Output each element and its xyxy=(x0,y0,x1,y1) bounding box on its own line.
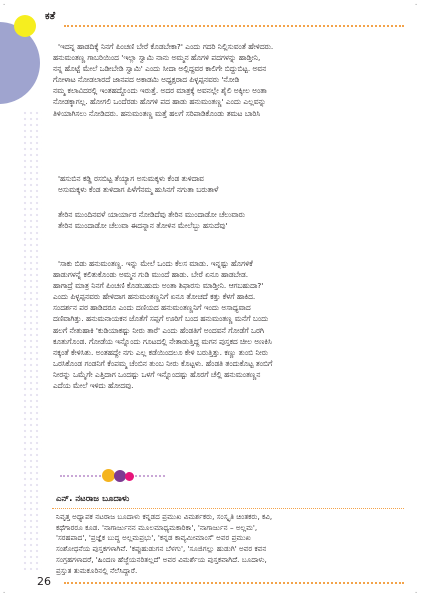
song-stanza-1 xyxy=(58,173,378,195)
text-line: ಸಂದರ್ಶನ ಪರ ಹಾಡಿದರೂ ಎಂದು ದಣಿಯದ ಹನುಮಂತಣ್ಣನಿಗೆ ಇಂದು ಅಸಾಧ್ಯವಾದ xyxy=(53,303,251,313)
text-line: ಹಾಗಾದ್ರೆ ಮಾತ್ರ ನಿನಗೆ ಪಿಂಚಣಿ ಕೊಡಬಹುದು ಅಂತಾ ಶಿಫಾರಸು ಮಾಡ್ತೀನಿ. ಆಗಬಹುದಾ?' xyxy=(53,281,264,291)
section-title: ಕತೆ xyxy=(45,11,56,22)
page-number: 26 xyxy=(37,575,51,588)
text-line: ಹನುಮಂತಣ್ಣ ಗಾಬರಿಯಿಂದ 'ಇಲ್ಲಾ ಸ್ವಾಮಿ ನಾನು ಅಮ್ಮನ ಹೊಗಳಿ ಪದಗಳನ್ನು ಹಾಡ್ತೀನಿ, xyxy=(53,53,261,63)
bio-line: ಕಥೆಗಾರರೂ ಕೂಡ. 'ನಾಗಾರ್ಜುನನ ಮೂಲಮಾಧ್ಯಮಕಾರಿಕಾ', 'ನಾಗಾರ್ಜುನ – ಅಲ್ಲಮ', xyxy=(56,522,258,532)
text-line: ದಣಿವಾಗಿತ್ತು. ಹನುಮನಾಯಕನ ಜೊತೆಗೆ ಸಪ್ಪಗೆ ಊರಿಗೆ ಬಂದ ಹನುಮಂತಣ್ಣ ಮನೆಗೆ ಬಂದು xyxy=(53,314,269,324)
song-line: 'ಹಸುಬಿನ ಕಡ್ಡಿ ರಸಬಿಟ್ಟ ತೆಯ್ಯಾಗ ಅಸುಮಕ್ಕಳು ಕೆಂಡ ತುಳಿದಾವ xyxy=(58,174,204,183)
text-line: ನಮ್ಮ ಕಲಾವಿದರಲ್ಲಿ ಇಂತಹದ್ದೊಂದು ಇರುತ್ತೆ. ಅದರ ಮಾತ್ರಕ್ಕೆ ಅವನಲ್ಲೇ ಶೈಲಿ ಅಕ್ಕೀಲ ಅಂತಾ xyxy=(53,86,267,96)
story-paragraph-1 xyxy=(53,41,396,119)
song-stanza-2 xyxy=(58,209,378,231)
text-line: ಹಾಡುಗಳನ್ನೆ ಕಲಿತುಕೊಂಡು ಅಮ್ಮನ ಗುಡಿ ಮುಂದೆ ಹಾಡು. ಬೇರೆ ಏನೂ ಹಾಡಬೇಡ. xyxy=(53,270,249,280)
header-dotted-rule xyxy=(64,25,404,27)
text-line: ಎಂದು ಪಿಳ್ಳಪ್ಪನವರು ಹೇಳಿದಾಗ ಹನುಮಂತಣ್ಣನಿಗೆ ಏನೂ ತೋಚದೆ ಕತ್ತು ಕೆಳಗೆ ಹಾಕಿದ. xyxy=(53,292,256,302)
bio-line: ಸಂಶೋಧನೆಯ ಪುಸ್ತಕಗಳಾಗಿವೆ. 'ಕಪ್ಪುಹುಡುಗನ ಬೆಳಗು', 'ಸೂಜಿಗಲ್ಲು ಹುಡುಗಿ' ಅವರ ಕವನ xyxy=(56,544,267,554)
text-line: ಎದೆಯ ಮೇಲೆ ಇಳಿದು ಹೋದವು. xyxy=(53,381,134,391)
author-dotted-rule xyxy=(52,508,404,509)
text-line: ಹಲಗೆ ನೇತುಹಾಕಿ 'ಕುಡಿಯಾಕಷ್ಟು ನೀರು ತಾರೆ' ಎಂದು ಹೆಂಡತಿಗೆ ಅಂದವನೆ ಗೋಡೆಗೆ ಒರಗಿ xyxy=(53,325,264,335)
song-line: ತೇರಿನ ಮುಂದಿನವಳೆ ಯಾರ್ಯಾರ ನೋಡಿದೆವು ತೇರಿನ ಮುಂದಾಡೋ ಚೆಲುವಾರು xyxy=(58,210,245,219)
text-line: ನೋಡಕ್ಕಾಗಲ್ಲ. ಹೋಗಲಿ ಒಂದೆರಡು ಹೊಗಳಿ ಪದ ಹಾಡು ಹನುಮಂತಣ್ಣ' ಎಂದು ಎಲ್ಲವನ್ನು xyxy=(53,97,266,107)
song-line: ಅಸುಮಕ್ಕಳು ಕೆಂಡ ತುಳಿದಾಗ ಪಿಳೆಗೆನಮ್ಮ ಹುಸಿನಗೆ ನಗುತಾ ಬರುತಾಳೆ xyxy=(58,185,219,195)
text-line: ಒರಸಿಕೊಂಡ ಗಂಡನಿಗೆ ಕೆಂಪಮ್ಮ ಚೆಂಬಿನ ತುಂಬ ನೀರು ಕೊಟ್ಟಳು. ಹೆಂಡತಿ ತಂದುಕೊಟ್ಟ ತಂಬಿಗೆ xyxy=(53,358,273,368)
story-paragraph-2 xyxy=(53,258,396,391)
bio-line: ನಿವೃತ್ತ ಅಧ್ಯಾಪಕ ನಟರಾಜ ಬೂದಾಳು ಕನ್ನಡದ ಪ್ರಮುಖ ವಿಮರ್ಶಕರು, ಸಂಸ್ಕೃತಿ ಚಿಂತಕರು, ಕವಿ, xyxy=(56,512,273,521)
text-line: ನಕ್ಕಂತೆ ಕೇಳಿಸಿತು. ಅಂತಹದ್ದೇ ನಗು ಎಲ್ಲ ಕಡೆಯಿಂದಲೂ ಕೇಳಿ ಬರುತ್ತಿತ್ತು. ಕಣ್ಣು ತುಂಬಿ ನೀರು xyxy=(53,347,268,357)
crop-mark-top-right: · xyxy=(414,1,419,9)
footer-dotted-rule xyxy=(64,582,404,584)
text-line: 'ಇದನ್ನ ಹಾಡದಿಕ್ಕೆ ನಿನಗೆ ಪಿಂಚಣಿ ಬೇರೆ ಕೊಡಬೇಕಾ?' ಎಂದು ಗದರಿ ನಿಲ್ಲಿಸುವಂತೆ ಹೇಳಿದರು. xyxy=(58,42,274,51)
bio-line: ಸಂಗ್ರಹಗಳಾದರೆ, 'ಹಿಂದಣ ಹೆಜ್ಜೆಯನರಿತಲ್ಲದೆ' ಅವರ ವಿಮರ್ಶೆಯ ಪುಸ್ತಕವಾಗಿದೆ. ಬೂದಾಳು, xyxy=(56,554,267,564)
author-name-heading: ಎನ್. ನಟರಾಜ ಬೂದಾಳು xyxy=(56,494,130,504)
text-line: ಕೂತುಗೊಂಡ. ಗೋಡೆಯ ಇನ್ನೊಂದು ಗೂಟದಲ್ಲಿ ನೇತಾಡುತ್ತಿದ್ದ ಮಗನ ಪುಸ್ತಕದ ಚೀಲ ಅಣಕಿಸಿ xyxy=(53,336,272,346)
crop-mark-bottom-right: · xyxy=(414,589,419,597)
song-line: ತೇರಿನ ಮುಂದಾಡೋ ಚೆಲುವಾ ಈದನ್ನಾನ ತೋಳಿನ ಮೇಲೆಬ್ಬು ಹಸುದೆವು' xyxy=(58,221,228,231)
crop-mark-top-left: · xyxy=(2,1,7,9)
text-line: ತಿಳಿಯಾಗಿಸಲು ನೋಡಿದರು. ಹನುಮಂತಣ್ಣ ಮತ್ತೆ ಹಲಗೆ ಸರಿಪಾಡಿಕೊಂಡು ತಮಟ ಬಾರಿಸಿ xyxy=(53,108,261,118)
text-line: ಗೋಳಾಟ ನೋಡಲಾರದೆ ಜಾನಪದ ಅಕಾಡಮಿ ಅಧ್ಯಕ್ಷರಾದ ಪಿಳ್ಳಪ್ಪನವರು 'ನೋಡಿ xyxy=(53,75,240,85)
author-bio-text xyxy=(56,512,399,576)
decorative-yellow-circle xyxy=(14,15,36,37)
crop-mark-bottom-left: · xyxy=(2,589,7,597)
decorative-dot-pattern xyxy=(22,110,42,570)
bio-line: 'ಸರಹಪಾದ', 'ಪ್ರಜ್ಞೆಕ ಬುದ್ಧ ಅಲ್ಲಮಪ್ರಭು', 'ಕನ್ನಡ ಕಾವ್ಯಮೀಮಾಂಸೆ' ಅವರ ಪ್ರಮುಖ xyxy=(56,533,251,543)
text-line: ನೀರನ್ನು ಒಮ್ಮೆಗೇ ಎತ್ತಿದಾಗ ಒಂದಷ್ಟು ಒಳಗೆ ಇನ್ನೊಂದಷ್ಟು ಹೊರಗೆ ಚೆಲ್ಲಿ ಹನುಮಂತಣ್ಣನ xyxy=(53,369,261,379)
separator-pink-dot xyxy=(125,472,134,481)
text-line: ನನ್ನ ಹೊಟ್ಟೆ ಮೇಲೆ ಒಡೀಬೇಡಿ ಸ್ವಾಮಿ' ಎಂದು ಸೀದಾ ಅಲ್ಲಿದ್ದವರ ಕಾಲಿಗೇ ಬಿದ್ದುಬಿಟ್ಟ. ಅವನ xyxy=(53,64,267,74)
bio-line: ಪ್ರಸ್ತುತ ತುಮಕೂರಿನಲ್ಲಿ ನೆಲೆಸಿದ್ದಾರೆ. xyxy=(56,565,138,575)
text-line: 'ಸಾಕು ಬಿಡು ಹನುಮಂತಣ್ಣ. ಇನ್ನು ಮೇಲೆ ಒಂದು ಕೆಲಸ ಮಾಡು. ಇನ್ನಷ್ಟು ಹೊಗಳಿಕೆ xyxy=(58,259,253,268)
